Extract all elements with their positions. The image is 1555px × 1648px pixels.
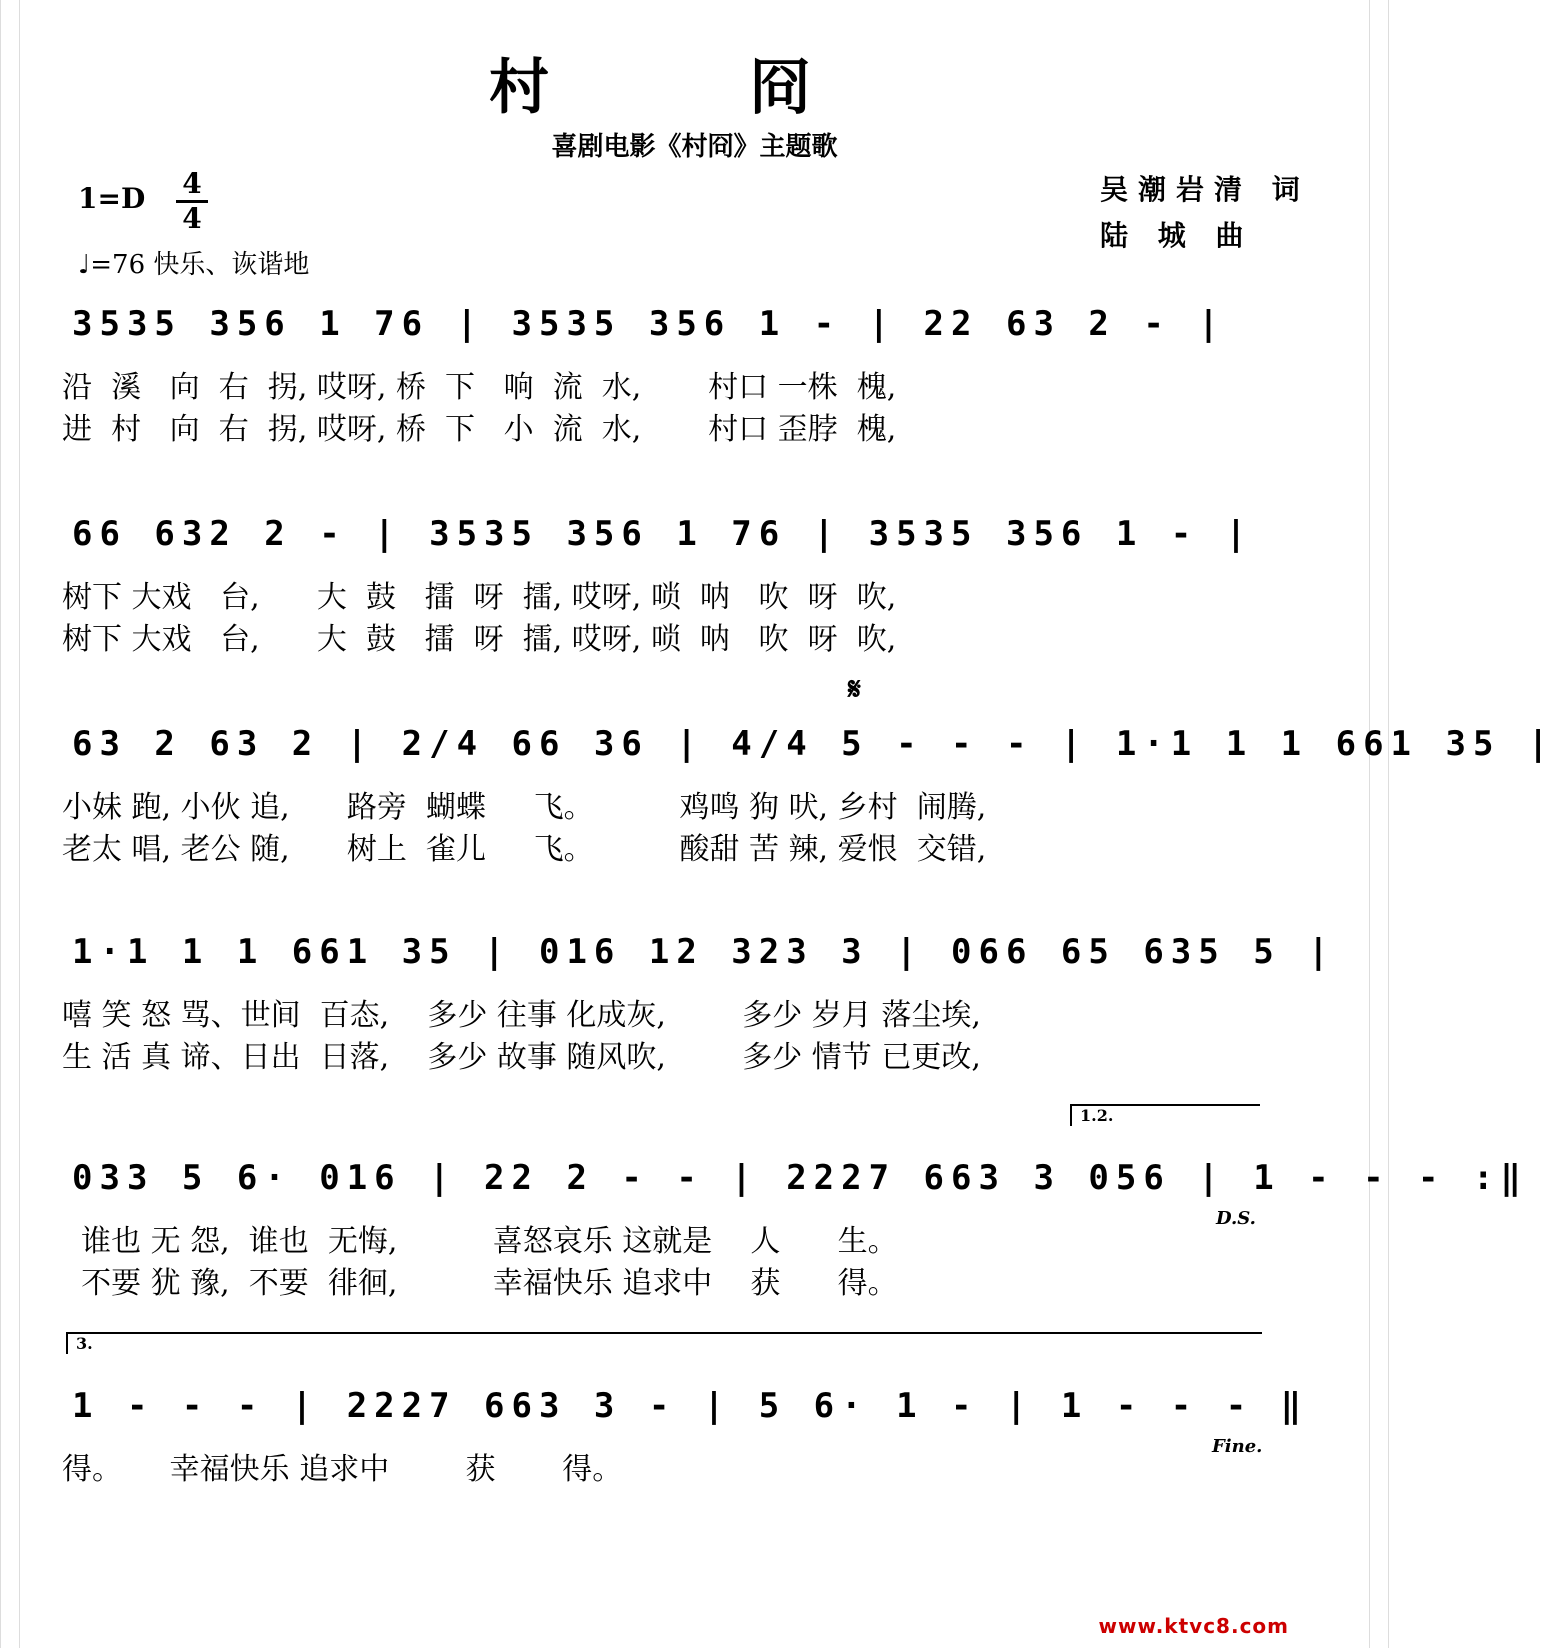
lyrics-verse-2: 树下 大戏 台, 大 鼓 擂 呀 擂, 哎呀, 唢 呐 吹 呀 吹, [62, 622, 897, 657]
site-watermark: www.ktvc8.com [1098, 1614, 1289, 1638]
time-signature-bottom: 4 [182, 202, 202, 235]
notation-line [62, 706, 1555, 786]
lyrics-verse-1: 得。 幸福快乐 追求中 获 得。 [62, 1452, 623, 1487]
right-page-edge [1369, 0, 1389, 1648]
lyrics-verse-1: 树下 大戏 台, 大 鼓 擂 呀 擂, 哎呀, 唢 呐 吹 呀 吹, [62, 580, 897, 615]
volta-bracket-1-2: 1.2. [1070, 1104, 1260, 1126]
notation-line [62, 286, 1330, 366]
time-signature-top: 4 [182, 167, 202, 200]
notation-line [62, 1368, 1330, 1448]
tempo-marking: ♩=76 快乐、诙谐地 [78, 250, 310, 280]
left-page-edge [0, 0, 20, 1648]
lyrics-verse-1: 嘻 笑 怒 骂、世间 百态, 多少 往事 化成灰, 多少 岁月 落尘埃, [62, 998, 981, 1033]
lyrics-verse-1: 沿 溪 向 右 拐, 哎呀, 桥 下 响 流 水, 村口 一株 槐, [62, 370, 897, 405]
notation-line [62, 496, 1330, 576]
notation-text: 033 5 6· 016 | 22 2 - - | 2227 663 3 056 | 1 - - - :‖ [72, 1158, 1528, 1198]
notation-text: 3535 356 1 76 | 3535 356 1 - | 22 63 2 - | [72, 304, 1226, 344]
song-title: 村 冏 [489, 53, 900, 123]
fine-marking: Fine. [1212, 1436, 1263, 1457]
notation-line [62, 1140, 1528, 1220]
segno-sign: 𝄋 [848, 672, 861, 707]
notation-text: 1·1 1 1 661 35 | 016 12 323 3 | 066 65 635 5 | [72, 932, 1336, 972]
ds-marking: D.S. [1216, 1208, 1256, 1229]
song-subtitle: 喜剧电影《村冏》主题歌 [551, 132, 838, 162]
lyrics-verse-2: 进 村 向 右 拐, 哎呀, 桥 下 小 流 水, 村口 歪脖 槐, [62, 412, 897, 447]
time-signature [174, 168, 210, 235]
composer-credit: 陆 城 曲 [1100, 219, 1254, 252]
lyrics-verse-1: 小妹 跑, 小伙 追, 路旁 蝴蝶 飞。 鸡鸣 狗 吠, 乡村 闹腾, [62, 790, 987, 825]
notation-text: 66 632 2 - | 3535 356 1 76 | 3535 356 1 - | [72, 514, 1254, 554]
lyricist-credit: 吴潮岩清 词 [1100, 173, 1310, 206]
lyrics-verse-2: 生 活 真 谛、日出 日落, 多少 故事 随风吹, 多少 情节 已更改, [62, 1040, 981, 1075]
notation-text: 63 2 63 2 | 2/4 66 36 | 4/4 5 - - - | 1·1 1 1 661 35 | [72, 724, 1555, 764]
notation-text: 1 - - - | 2227 663 3 - | 5 6· 1 - | 1 - - - ‖ [72, 1386, 1309, 1426]
key-signature: 1=D [78, 182, 146, 215]
lyrics-verse-2: 不要 犹 豫, 不要 徘徊, 幸福快乐 追求中 获 得。 [62, 1266, 898, 1301]
lyrics-verse-2: 老太 唱, 老公 随, 树上 雀儿 飞。 酸甜 苦 辣, 爱恨 交错, [62, 832, 987, 867]
volta-bracket-3: 3. [66, 1332, 1262, 1354]
notation-line [62, 914, 1336, 994]
lyrics-verse-1: 谁也 无 怨, 谁也 无悔, 喜怒哀乐 这就是 人 生。 [62, 1224, 898, 1259]
